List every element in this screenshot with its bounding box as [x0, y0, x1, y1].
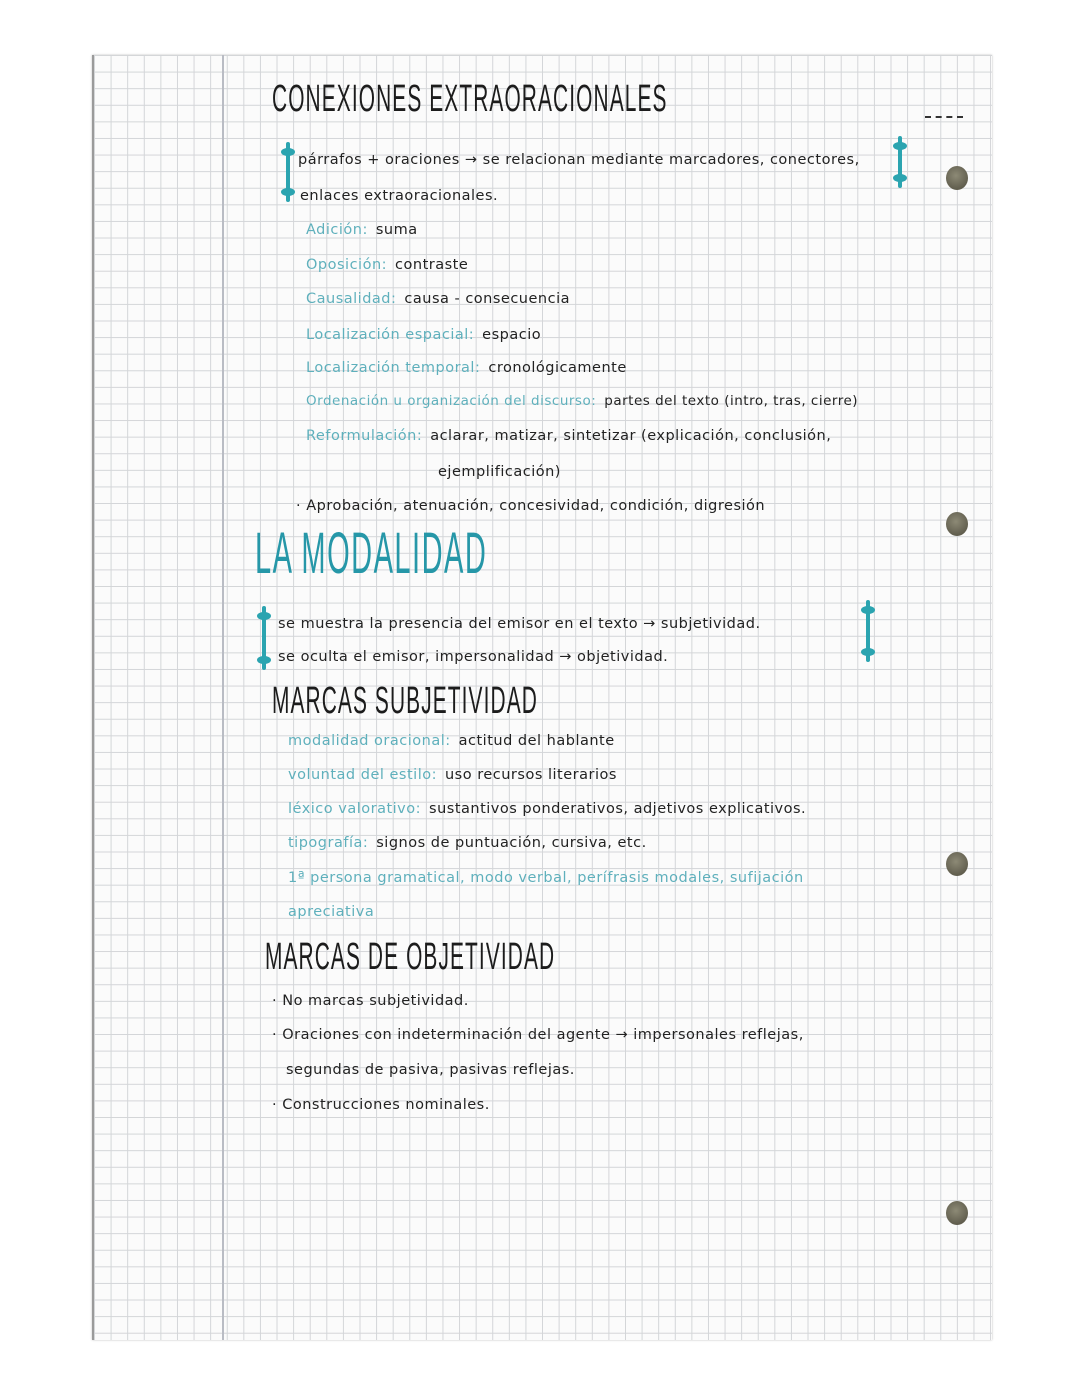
- dash-mark: [925, 116, 963, 120]
- vine-decoration-icon: [898, 136, 902, 188]
- subj-item: voluntad del estilo: uso recursos literarios: [288, 767, 617, 783]
- heading-modalidad: LA MODALIDAD: [255, 521, 488, 586]
- heading-subjetividad: MARCAS SUBJETIVIDAD: [272, 680, 538, 722]
- vine-decoration-icon: [286, 142, 290, 202]
- connector-item: Adición: suma: [306, 222, 418, 238]
- modal-line: se muestra la presencia del emisor en el texto → subjetividad.: [278, 616, 761, 632]
- grid-paper: [92, 55, 992, 1340]
- heading-objetividad: MARCAS DE OBJETIVIDAD: [265, 936, 556, 978]
- connector-more: · Aprobación, atenuación, concesividad, condición, digresión: [296, 498, 766, 514]
- punch-hole: [946, 1201, 968, 1225]
- connector-item: Localización temporal: cronológicamente: [306, 360, 627, 376]
- intro-line: párrafos + oraciones → se relacionan mediante marcadores, conectores,: [298, 152, 860, 168]
- intro-line: enlaces extraoracionales.: [300, 188, 499, 204]
- subj-item: modalidad oracional: actitud del hablante: [288, 733, 615, 749]
- connector-item: Reformulación: aclarar, matizar, sintetizar (explicación, conclusión,: [306, 428, 832, 444]
- modal-line: se oculta el emisor, impersonalidad → objetividad.: [278, 649, 669, 665]
- subj-cont: apreciativa: [288, 904, 375, 920]
- punch-hole: [946, 852, 968, 876]
- vine-decoration-icon: [262, 606, 266, 670]
- subj-item: tipografía: signos de puntuación, cursiva, etc.: [288, 835, 647, 851]
- heading-conexiones: CONEXIONES EXTRAORACIONALES: [272, 78, 668, 120]
- obj-item: · No marcas subjetividad.: [272, 993, 469, 1009]
- connector-item: Localización espacial: espacio: [306, 327, 542, 343]
- punch-hole: [946, 512, 968, 536]
- subj-item: léxico valorativo: sustantivos ponderativos, adjetivos explicativos.: [288, 801, 807, 817]
- connector-item: Oposición: contraste: [306, 257, 469, 273]
- connector-item: Causalidad: causa - consecuencia: [306, 291, 570, 307]
- connector-item: Ordenación u organización del discurso: partes del texto (intro, tras, cierre): [306, 393, 859, 409]
- subj-item: 1ª persona gramatical, modo verbal, perífrasis modales, sufijación: [288, 870, 804, 886]
- vine-decoration-icon: [866, 600, 870, 662]
- obj-item: segundas de pasiva, pasivas reflejas.: [286, 1062, 575, 1078]
- connector-cont: ejemplificación): [438, 464, 561, 480]
- obj-item: · Oraciones con indeterminación del agente → impersonales reflejas,: [272, 1027, 804, 1043]
- margin-line: [222, 55, 224, 1340]
- punch-hole: [946, 166, 968, 190]
- obj-item: · Construcciones nominales.: [272, 1097, 490, 1113]
